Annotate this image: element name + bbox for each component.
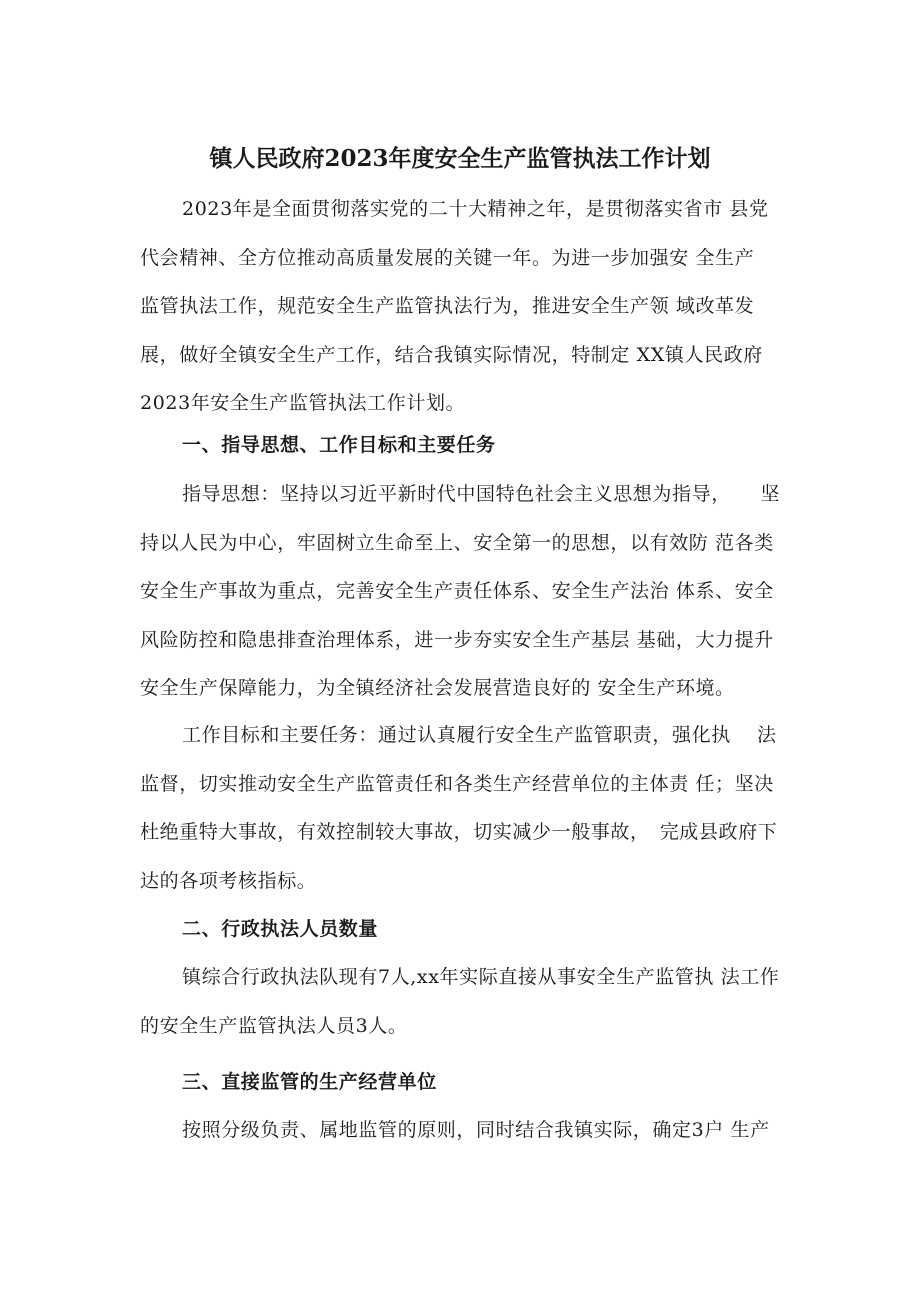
intro-paragraph (140, 185, 785, 428)
paragraph-line: 达的各项考核指标。 (140, 869, 317, 892)
guiding-thought-paragraph (140, 470, 785, 713)
section-heading-3: 三、直接监管的生产经营单位 (182, 1071, 437, 1093)
paragraph-line: 风险防控和隐患排查治理体系，进一步夯实安全生产基层 基础，大力提升 (140, 628, 774, 651)
paragraph-line: 指导思想：坚持以习近平新时代中国特色社会主义思想为指导， 坚 (182, 483, 781, 505)
paragraph-line: 的安全生产监管执法人员3人。 (140, 1014, 408, 1037)
paragraph-line: 展，做好全镇安全生产工作，结合我镇实际情况，特制定 XX镇人民政府 (140, 343, 763, 366)
paragraph-line: 镇综合行政执法队现有7人,xx年实际直接从事安全生产监管执 法工作 (182, 966, 780, 988)
paragraph-line: 按照分级负责、属地监管的原则，同时结合我镇实际，确定3户 生产 (182, 1119, 770, 1141)
paragraph-line: 2023年是全面贯彻落实党的二十大精神之年，是贯彻落实省市 县党 (182, 198, 769, 220)
supervised-units-paragraph (140, 1106, 785, 1155)
paragraph-line: 2023年安全生产监管执法工作计划。 (140, 392, 466, 414)
document-title: 镇人民政府2023年度安全生产监管执法工作计划 (209, 145, 711, 172)
section-heading-1: 一、指导思想、工作目标和主要任务 (182, 434, 496, 456)
paragraph-line: 杜绝重特大事故，有效控制较大事故，切实减少一般事故， 完成县政府下 (140, 821, 778, 843)
paragraph-line: 监管执法工作，规范安全生产监管执法行为，推进安全生产领 域改革发 (140, 295, 755, 317)
paragraph-line: 安全生产事故为重点，完善安全生产责任体系、安全生产法治 体系、安全 (140, 580, 774, 602)
paragraph-line: 持以人民为中心，牢固树立生命至上、安全第一的思想，以有效防 范各类 (140, 531, 774, 554)
paragraph-line: 代会精神、全方位推动高质量发展的关键一年。为进一步加强安 全生产 (140, 246, 755, 269)
staff-count-paragraph (140, 953, 785, 1050)
section-heading-2: 二、行政执法人员数量 (182, 918, 379, 940)
paragraph-line: 安全生产保障能力，为全镇经济社会发展营造良好的 安全生产环境。 (140, 677, 735, 699)
paragraph-line: 工作目标和主要任务：通过认真履行安全生产监管职责，强化执 法 (182, 724, 777, 746)
paragraph-line: 监督，切实推动安全生产监管责任和各类生产经营单位的主体责 任；坚决 (140, 772, 774, 795)
goals-tasks-paragraph (140, 711, 785, 905)
